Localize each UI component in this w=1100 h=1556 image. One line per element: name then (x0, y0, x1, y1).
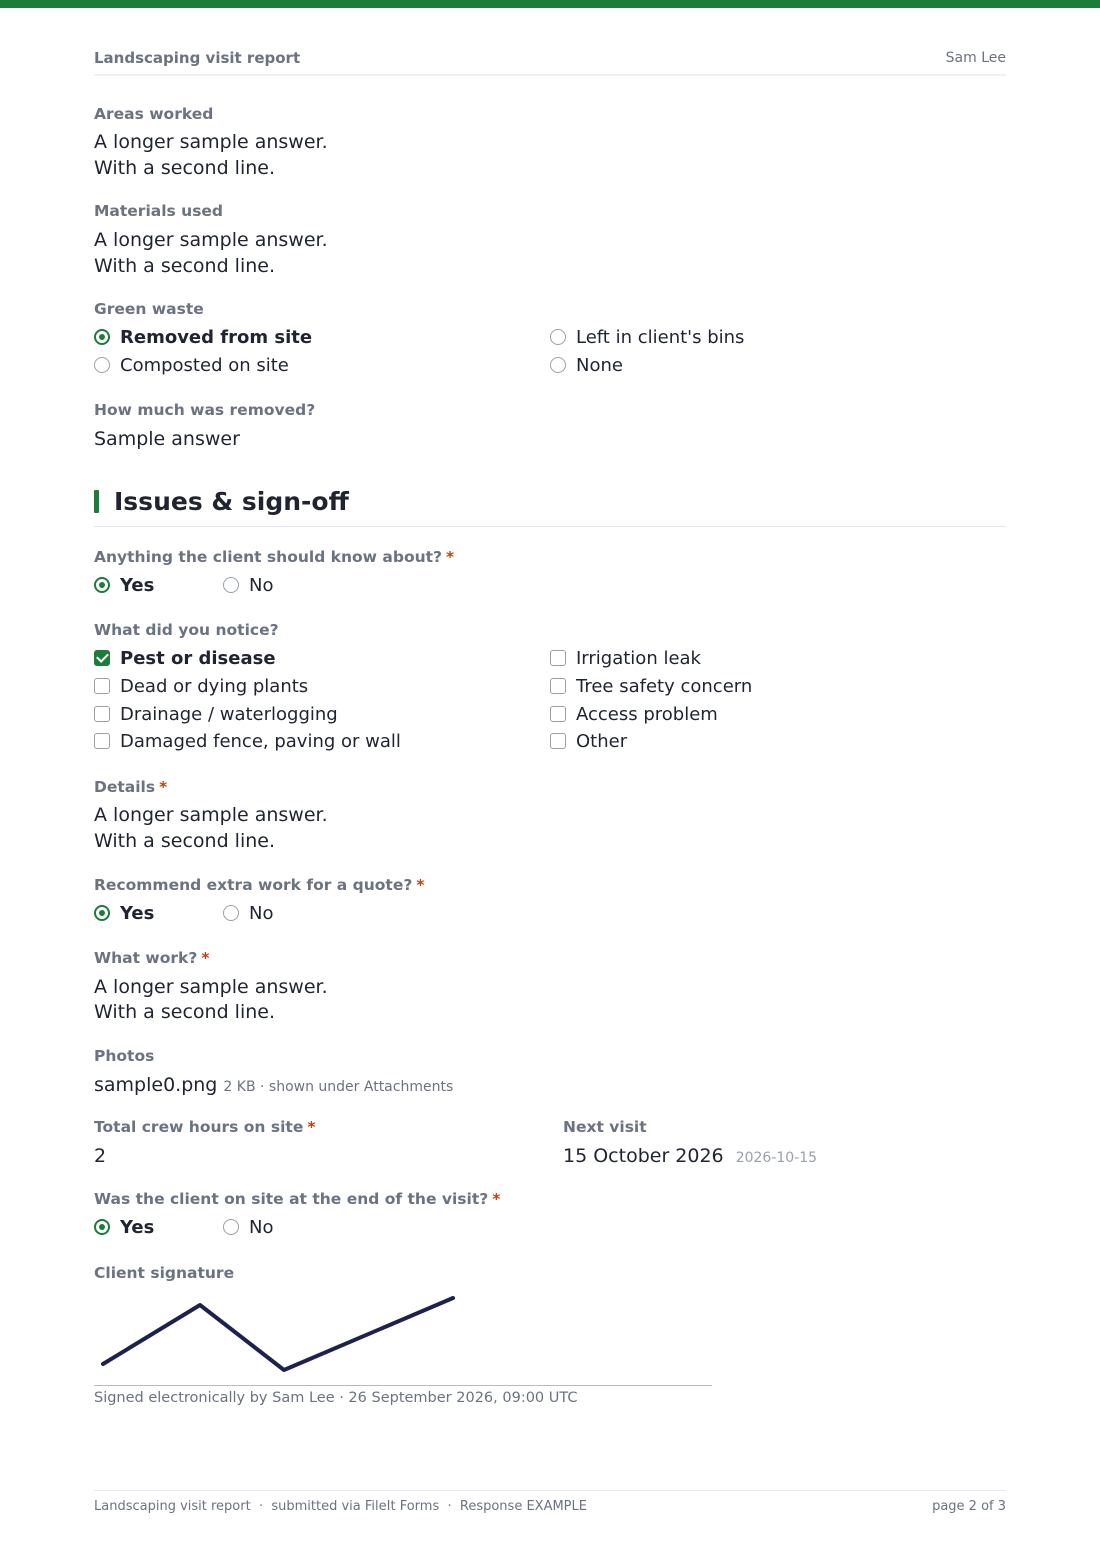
checkbox-empty-icon (550, 733, 566, 749)
recommend-extra-yes[interactable] (94, 901, 154, 925)
materials-used-line1: A longer sample answer. (94, 229, 328, 251)
what-work-line1: A longer sample answer. (94, 976, 328, 998)
noticed-pest-or-disease[interactable] (94, 646, 276, 670)
label-text: Details (94, 778, 156, 796)
areas-worked-line1: A longer sample answer. (94, 131, 328, 153)
top-accent-bar (0, 0, 1100, 8)
radio-selected-icon (94, 905, 110, 921)
details-line1: A longer sample answer. (94, 804, 328, 826)
required-marker: * (159, 778, 168, 796)
label-text: Total crew hours on site (94, 1118, 304, 1136)
radio-selected-icon (94, 329, 110, 345)
report-title: Landscaping visit report (94, 49, 301, 67)
details-line2: With a second line. (94, 830, 275, 852)
areas-worked-label: Areas worked (94, 105, 214, 123)
label-text: Was the client on site at the end of the visit? (94, 1190, 489, 1208)
required-marker: * (446, 548, 455, 566)
attachment-filename[interactable]: sample0.png (94, 1074, 218, 1096)
checkbox-checked-icon (94, 650, 110, 666)
option-label: Yes (120, 902, 155, 924)
green-waste-option-none[interactable] (550, 353, 623, 377)
checkbox-empty-icon (550, 678, 566, 694)
signature-line (94, 1385, 712, 1386)
next-visit-date: 15 October 2026 (563, 1145, 724, 1167)
how-much-removed-value: Sample answer (94, 428, 240, 450)
what-work-line2: With a second line. (94, 1001, 275, 1023)
option-label: Drainage / waterlogging (120, 703, 338, 725)
option-label: Pest or disease (120, 647, 276, 669)
client-on-site-label (94, 1190, 500, 1208)
radio-selected-icon (94, 577, 110, 593)
radio-empty-icon (223, 577, 239, 593)
page-header (94, 48, 1006, 76)
client-on-site-no[interactable] (223, 1215, 273, 1239)
crew-hours-value: 2 (94, 1145, 107, 1167)
option-label: None (576, 354, 623, 376)
green-waste-option-removed[interactable] (94, 325, 312, 349)
section-accent-bar (94, 490, 99, 513)
checkbox-empty-icon (94, 706, 110, 722)
client-should-know-yes[interactable] (94, 573, 154, 597)
materials-used-line2: With a second line. (94, 255, 275, 277)
signature-stroke (103, 1298, 453, 1370)
option-label: Yes (120, 574, 155, 596)
recommend-extra-no[interactable] (223, 901, 273, 925)
attachment-meta: 2 KB · shown under Attachments (223, 1079, 454, 1095)
option-label: Yes (120, 1216, 155, 1238)
required-marker: * (201, 949, 210, 967)
option-label: Access problem (576, 703, 718, 725)
noticed-label: What did you notice? (94, 621, 279, 639)
option-label: No (249, 574, 274, 596)
photos-label: Photos (94, 1047, 155, 1065)
checkbox-empty-icon (550, 706, 566, 722)
option-label: Irrigation leak (576, 647, 701, 669)
page-footer (94, 1490, 1006, 1514)
option-label: Damaged fence, paving or wall (120, 730, 401, 752)
footer-info: Landscaping visit report · submitted via FileIt Forms · Response EXAMPLE (94, 1499, 587, 1514)
radio-empty-icon (550, 357, 566, 373)
option-label: Tree safety concern (576, 675, 753, 697)
option-label: Dead or dying plants (120, 675, 309, 697)
photos-attachment (94, 1072, 453, 1100)
radio-empty-icon (550, 329, 566, 345)
radio-empty-icon (223, 905, 239, 921)
client-signature-label: Client signature (94, 1264, 235, 1282)
green-waste-option-composted[interactable] (94, 353, 289, 377)
option-label: Other (576, 730, 628, 752)
radio-empty-icon (94, 357, 110, 373)
green-waste-option-left-in-bins[interactable] (550, 325, 744, 349)
required-marker: * (416, 876, 425, 894)
noticed-damaged-fence[interactable] (94, 729, 401, 753)
next-visit-iso-date: 2026-10-15 (735, 1150, 818, 1166)
noticed-tree-safety[interactable] (550, 674, 752, 698)
client-signature-image (94, 1290, 714, 1385)
client-should-know-no[interactable] (223, 573, 273, 597)
noticed-other[interactable] (550, 729, 627, 753)
crew-hours-label (94, 1118, 315, 1136)
green-waste-label: Green waste (94, 300, 204, 318)
radio-selected-icon (94, 1219, 110, 1235)
client-on-site-yes[interactable] (94, 1215, 154, 1239)
section-title: Issues & sign-off (114, 487, 349, 516)
option-label: Left in client's bins (576, 326, 745, 348)
noticed-dead-plants[interactable] (94, 674, 308, 698)
page-number: page 2 of 3 (932, 1499, 1006, 1514)
client-should-know-label (94, 548, 454, 566)
how-much-removed-label: How much was removed? (94, 401, 316, 419)
noticed-access-problem[interactable] (550, 702, 718, 726)
next-visit-label: Next visit (563, 1118, 647, 1136)
checkbox-empty-icon (550, 650, 566, 666)
option-label: No (249, 902, 274, 924)
label-text: Recommend extra work for a quote? (94, 876, 413, 894)
signature-caption: Signed electronically by Sam Lee · 26 September 2026, 09:00 UTC (94, 1390, 578, 1406)
next-visit-value (563, 1143, 817, 1171)
materials-used-label: Materials used (94, 202, 224, 220)
what-work-label (94, 949, 209, 967)
recommend-extra-label (94, 876, 424, 894)
label-text: What work? (94, 949, 198, 967)
option-label: Removed from site (120, 326, 313, 348)
radio-empty-icon (223, 1219, 239, 1235)
required-marker: * (307, 1118, 316, 1136)
details-label (94, 778, 167, 796)
noticed-drainage[interactable] (94, 702, 338, 726)
section-issues-signoff (94, 484, 1006, 527)
noticed-irrigation-leak[interactable] (550, 646, 701, 670)
checkbox-empty-icon (94, 733, 110, 749)
checkbox-empty-icon (94, 678, 110, 694)
areas-worked-line2: With a second line. (94, 157, 275, 179)
required-marker: * (492, 1190, 501, 1208)
option-label: No (249, 1216, 274, 1238)
report-author: Sam Lee (945, 50, 1006, 66)
option-label: Composted on site (120, 354, 289, 376)
label-text: Anything the client should know about? (94, 548, 443, 566)
